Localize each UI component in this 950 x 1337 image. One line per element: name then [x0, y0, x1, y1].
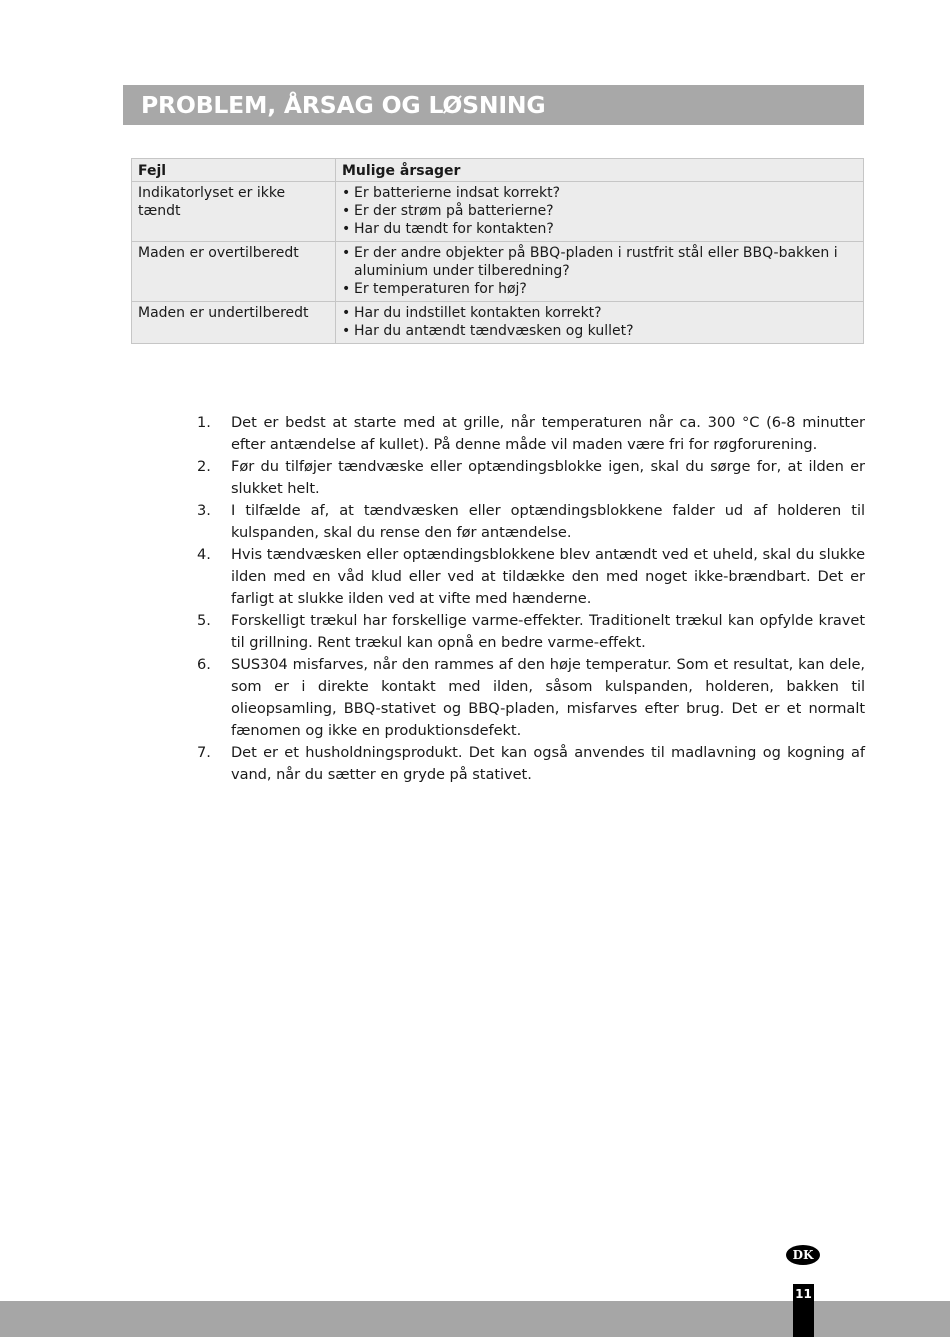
cause-item: • Er temperaturen for høj? [342, 280, 857, 298]
fault-cell: Indikatorlyset er ikke tændt [132, 182, 336, 242]
cause-list [342, 184, 857, 238]
cause-list [342, 304, 857, 340]
note-item [193, 456, 865, 500]
note-item [193, 610, 865, 654]
table-header-row [132, 159, 864, 182]
note-number: 2. [197, 458, 211, 475]
page-number: 11 [795, 1287, 812, 1301]
note-number: 4. [197, 546, 211, 563]
table-row [132, 302, 864, 344]
cause-item: • Har du antændt tændvæsken og kullet? [342, 322, 857, 340]
note-item [193, 500, 865, 544]
note-text: Forskelligt trækul har forskellige varme-effekter. Traditionelt trækul kan opfylde kravet til grillning. Rent trækul kan opnå en bedre varme-effekt. [231, 612, 865, 651]
cause-item: • Er batterierne indsat korrekt? [342, 184, 857, 202]
note-item [193, 544, 865, 610]
cause-item: • Er der andre objekter på BBQ-pladen i rustfrit stål eller BBQ-bakken i aluminium under tilberedning? [342, 244, 857, 280]
note-item [193, 412, 865, 456]
note-number: 3. [197, 502, 211, 519]
note-text: Det er bedst at starte med at grille, når temperaturen når ca. 300 °C (6-8 minutter efter antændelse af kullet). På denne måde vil maden være fri for røgforurening. [231, 414, 865, 453]
table-row [132, 242, 864, 302]
note-text: Før du tilføjer tændvæske eller optændingsblokke igen, skal du sørge for, at ilden er slukket helt. [231, 458, 865, 497]
header-causes: Mulige årsager [336, 159, 864, 182]
section-title-bar [123, 85, 864, 125]
note-number: 1. [197, 414, 211, 431]
table-row [132, 182, 864, 242]
note-text: Hvis tændvæsken eller optændingsblokkene blev antændt ved et uheld, skal du slukke ilden med en våd klud eller ved at tildække den med noget ikke-brændbart. Det er farligt at slukke ilden ved at vifte med hænderne. [231, 546, 865, 607]
causes-cell [336, 182, 864, 242]
fault-cell: Maden er undertilberedt [132, 302, 336, 344]
fault-cell: Maden er overtilberedt [132, 242, 336, 302]
note-text: I tilfælde af, at tændvæsken eller optændingsblokkene falder ud af holderen til kulspanden, skal du rense den før antændelse. [231, 502, 865, 541]
note-number: 7. [197, 744, 211, 761]
note-number: 5. [197, 612, 211, 629]
cause-item: • Har du tændt for kontakten? [342, 220, 857, 238]
note-number: 6. [197, 656, 211, 673]
cause-item: • Har du indstillet kontakten korrekt? [342, 304, 857, 322]
header-fault: Fejl [132, 159, 336, 182]
note-item [193, 742, 865, 786]
cause-item: • Er der strøm på batterierne? [342, 202, 857, 220]
note-item [193, 654, 865, 742]
causes-cell [336, 302, 864, 344]
section-title: PROBLEM, ÅRSAG OG LØSNING [141, 91, 546, 119]
notes-list [193, 412, 865, 786]
troubleshooting-table [131, 158, 864, 344]
page-number-tab [793, 1284, 814, 1337]
note-text: Det er et husholdningsprodukt. Det kan også anvendes til madlavning og kogning af vand, når du sætter en gryde på stativet. [231, 744, 865, 783]
causes-cell [336, 242, 864, 302]
language-badge: DK [786, 1245, 820, 1265]
note-text: SUS304 misfarves, når den rammes af den høje temperatur. Som et resultat, kan dele, som er i direkte kontakt med ilden, såsom kulspanden, holderen, bakken til olieopsamling, BBQ-stativet og BBQ-pladen, misfarves efter brug. Det er et normalt fænomen og ikke en produktionsdefekt. [231, 656, 865, 739]
cause-list [342, 244, 857, 298]
